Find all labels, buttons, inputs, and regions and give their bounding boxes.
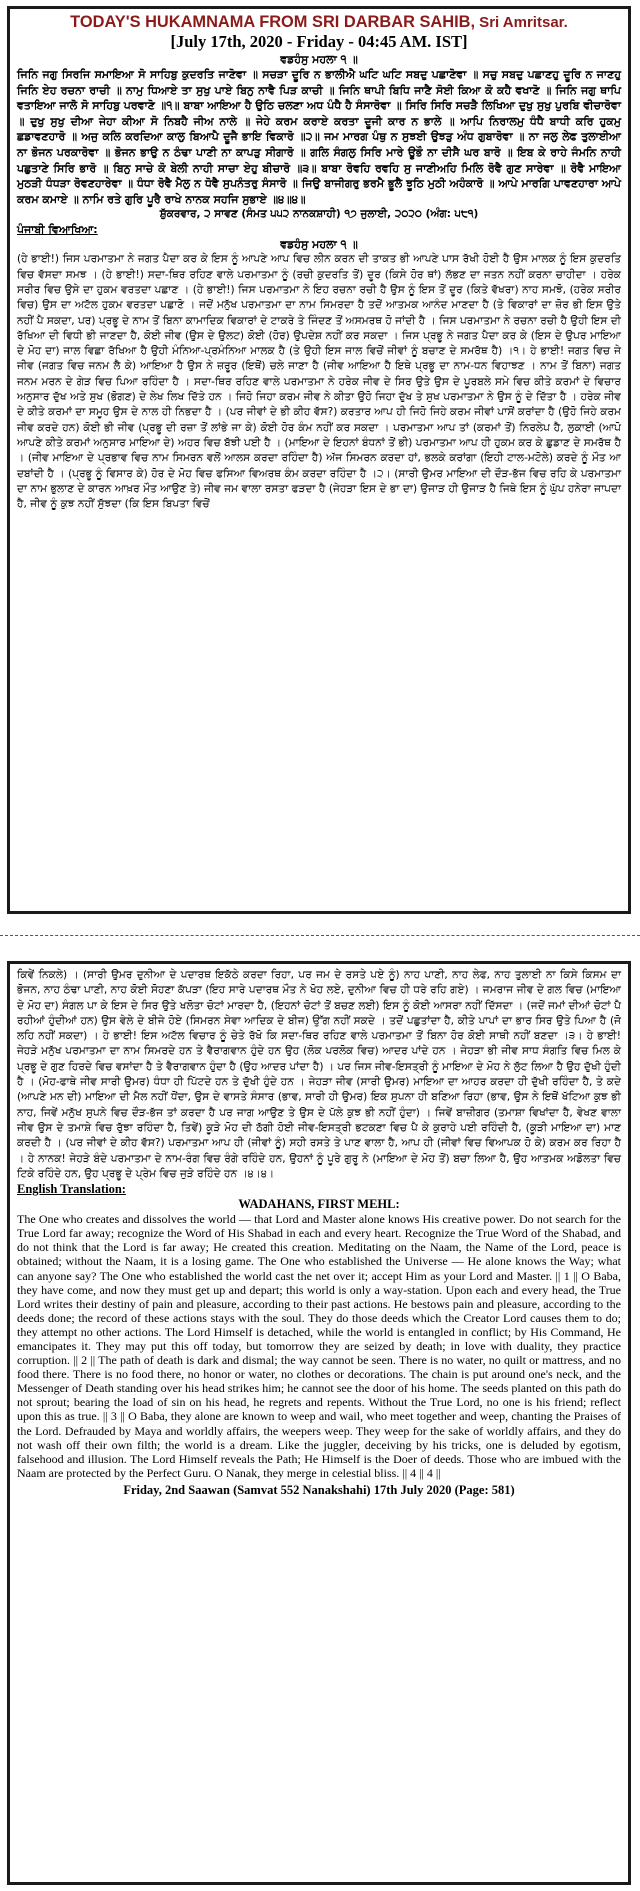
footer-date: Friday, 2nd Saawan (Samvat 552 Nanakshahi) 17th July 2020 (Page: 581) <box>123 1482 515 1497</box>
title-place: Sri Amritsar. <box>475 14 568 31</box>
english-heading: WADAHANS, FIRST MEHL: <box>238 1197 400 1212</box>
gurmukhi-date: ਸ਼ੁੱਕਰਵਾਰ, ੨ ਸਾਵਣ (ਸੰਮਤ ੫੫੨ ਨਾਨਕਸ਼ਾਹੀ) ੧੭ ਜੁਲਾਈ, ੨੦੨੦ (ਅੰਗ: ੫੮੧) <box>159 208 479 221</box>
gurbani-heading: ਵਡਹੰਸੁ ਮਹਲਾ ੧ ॥ <box>280 53 358 66</box>
punjabi-text-top: (ਹੇ ਭਾਈ!) ਜਿਸ ਪਰਮਾਤਮਾ ਨੇ ਜਗਤ ਪੈਦਾ ਕਰ ਕੇ ਇਸ ਨੂੰ ਆਪਣੇ ਆਪ ਵਿਚ ਲੀਨ ਕਰਨ ਦੀ ਤਾਕਤ ਭੀ ਆਪਣੇ ਪਾਸ ਰੱਖੀ ਹੋਈ ਹੈ ਉਸ ਮਾਲਕ ਨੂੰ ਇਸ ਕੁਦਰਤਿ ਵਿਚ ਵੱਸਦਾ ਸਮਝ । (ਹੇ ਭਾਈ!) ਸਦਾ-ਥਿਰ ਰਹਿਣ ਵਾਲੇ ਪਰਮਾਤਮਾ ਨੂੰ (ਰਚੀ ਕੁਦਰਤਿ ਤੋਂ) ਦੂਰ (ਕਿਸੇ ਹੋਰ ਥਾਂ) ਲੱਭਣ ਦਾ ਜਤਨ ਨਹੀਂ ਕਰਨਾ ਚਾਹੀਦਾ । ਹਰੇਕ ਸਰੀਰ ਵਿਚ ਉਸੇ ਦਾ ਹੁਕਮ ਵਰਤਦਾ ਪਛਾਣ । (ਹੇ ਭਾਈ!) ਜਿਸ ਪਰਮਾਤਮਾ ਨੇ ਇਹ ਰਚਨਾ ਰਚੀ ਹੈ ਉਸ ਨੂੰ ਇਸ ਤੋਂ ਦੂਰ (ਕਿਤੇ ਵੱਖਰਾ) ਨਾਹ ਸਮਝੋ, (ਹਰੇਕ ਸਰੀਰ ਵਿਚ) ਉਸ ਦਾ ਅਟੱਲ ਹੁਕਮ ਵਰਤਦਾ ਪਛਾਣੋ । ਜਦੋਂ ਮਨੁੱਖ ਪਰਮਾਤਮਾ ਦਾ ਨਾਮ ਸਿਮਰਦਾ ਹੈ ਤਦੋਂ ਆਤਮਕ ਆਨੰਦ ਮਾਣਦਾ ਹੈ (ਤੇ ਵਿਕਾਰਾਂ ਦਾ ਜ਼ੋਰ ਭੀ ਇਸ ਉਤੇ ਨਹੀਂ ਪੈ ਸਕਦਾ, ਪਰ) ਪ੍ਰਭੂ ਦੇ ਨਾਮ ਤੋਂ ਬਿਨਾ ਕਾਮਾਦਿਕ ਵਿਕਾਰਾਂ ਦੇ ਟਾਕਰੇ ਤੇ ਜਿੰਦਣ ਤੋਂ ਅਸਮਰਥ ਹੋ ਜਾਂਦੀ ਹੈ । ਜਿਸ ਪਰਮਾਤਮਾ ਨੇ ਰਚਨਾ ਰਚੀ ਹੈ ਉਹੀ ਇਸ ਦੀ ਰੱਖਿਆ ਦੀ ਵਿਧੀ ਭੀ ਜਾਣਦਾ ਹੈ, ਕੋਈ ਜੀਵ (ਉਸ ਦੇ ਉਲਟ) ਕੋਈ (ਹੋਰ) ਉਪਦੇਸ਼ ਨਹੀਂ ਕਰ ਸਕਦਾ । ਜਿਸ ਪ੍ਰਭੂ ਨੇ ਜਗਤ ਪੈਦਾ ਕਰ ਕੇ (ਇਸ ਦੇ ਉਪਰ ਮਾਇਆ ਦੇ ਮੋਹ ਦਾ) ਜਾਲ ਵਿਛਾ ਰੱਖਿਆ ਹੈ ਉਹੀ ਮੰਨਿਆ-ਪ੍ਰਮੰਨਿਆ ਮਾਲਕ ਹੈ (ਤੇ ਉਹੀ ਇਸ ਜਾਲ ਵਿਚੋਂ ਜੀਵਾਂ ਨੂੰ ਬਚਾਣ ਦੇ ਸਮਰੱਥ ਹੈ) ।੧। ਹੇ ਭਾਈ! ਜਗਤ ਵਿਚ ਜੇ ਜੀਵ (ਜਗਤ ਵਿਚ ਜਨਮ ਲੈ ਕੇ) ਆਇਆ ਹੈ ਉਸ ਨੇ ਜ਼ਰੂਰ (ਇਥੋਂ) ਚਲੇ ਜਾਣਾ ਹੈ (ਜੀਵ ਆਇਆ ਹੈ ਇਥੇ ਪ੍ਰਭੂ ਦਾ ਨਾਮ-ਧਨ ਵਿਹਾਝਣ । ਨਾਮ ਤੋਂ ਬਿਨਾ) ਜਗਤ ਜਨਮ ਮਰਨ ਦੇ ਗੇੜ ਵਿਚ ਪਿਆ ਰਹਿੰਦਾ ਹੈ । ਸਦਾ-ਥਿਰ ਰਹਿਣ ਵਾਲੇ ਪਰਮਾਤਮਾ ਨੇ ਹਰੇਕ ਜੀਵ ਦੇ ਸਿਰ ਉਤੇ ਉਸ ਦੇ ਪੂਰਬਲੇ ਸਮੇ ਵਿਚ ਕੀਤੇ ਕਰਮਾਂ ਦੇ ਵਿਚਾਰ ਅਨੁਸਾਰ ਦੁੱਖ ਅਤੇ ਸੁਖ (ਭੋਗਣ) ਦੇ ਲੇਖ ਲਿਖ ਦਿੱਤੇ ਹਨ । ਜਿਹੋ ਜਿਹਾ ਕਰਮ ਜੀਵ ਨੇ ਕੀਤਾ ਉਹੋ ਜਿਹਾ ਦੁੱਖ ਤੇ ਸੁਖ ਪਰਮਾਤਮਾ ਨੇ ਉਸ ਨੂੰ ਦੇ ਦਿੱਤਾ ਹੈ । ਹਰੇਕ ਜੀਵ ਦੇ ਕੀਤੇ ਕਰਮਾਂ ਦਾ ਸਮੂਹ ਉਸ ਦੇ ਨਾਲ ਹੀ ਨਿਭਦਾ ਹੈ । (ਪਰ ਜੀਵਾਂ ਦੇ ਭੀ ਕੀਹ ਵੱਸ?) ਕਰਤਾਰ ਆਪ ਹੀ ਜਿਹੋ ਜਿਹੇ ਕਰਮ ਜੀਵਾਂ ਪਾਸੋਂ ਕਰਾਂਦਾ ਹੈ (ਉਹੋ ਜਿਹੇ ਕਰਮ ਜੀਵ ਕਰਦੇ ਹਨ) ਕੋਈ ਭੀ ਜੀਵ (ਪ੍ਰਭੂ ਦੀ ਰਜ਼ਾ ਤੋਂ ਲਾਂਭੇ ਜਾ ਕੇ) ਕੋਈ ਹੋਰ ਕੰਮ ਨਹੀਂ ਕਰ ਸਕਦਾ । ਪਰਮਾਤਮਾ ਆਪ ਤਾਂ (ਕਰਮਾਂ ਤੋਂ) ਨਿਰਲੇਪ ਹੈ, ਲੁਕਾਈ (ਆਪੋ ਆਪਣੇ ਕੀਤੇ ਕਰਮਾਂ ਅਨੁਸਾਰ ਮਾਇਆ ਦੇ) ਅਹਰ ਵਿਚ ਬੱਝੀ ਪਈ ਹੈ । (ਮਾਇਆ ਦੇ ਇਹਨਾਂ ਬੰਧਨਾਂ ਤੋਂ ਭੀ) ਪਰਮਾਤਮਾ ਆਪ ਹੀ ਹੁਕਮ ਕਰ ਕੇ ਛੁਡਾਣ ਦੇ ਸਮਰੱਥ ਹੈ । (ਜੀਵ ਮਾਇਆ ਦੇ ਪ੍ਰਭਾਵ ਵਿਚ ਨਾਮ ਸਿਮਰਨ ਵਲੋਂ ਆਲਸ ਕਰਦਾ ਰਹਿੰਦਾ ਹੈ) ਅੱਜ ਸਿਮਰਨ ਕਰਦਾ ਹਾਂ, ਭਲਕੇ ਕਰਾਂਗਾ (ਇਹੀ ਟਾਲ-ਮਟੋਲੇ) ਕਰਦੇ ਨੂੰ ਮੌਤ ਆ ਦਬਾਂਦੀ ਹੈ । (ਪ੍ਰਭੂ ਨੂੰ ਵਿਸਾਰ ਕੇ) ਹੋਰ ਦੇ ਮੋਹ ਵਿਚ ਫਸਿਆ ਵਿਅਰਥ ਕੰਮ ਕਰਦਾ ਰਹਿੰਦਾ ਹੈ ।੨। (ਸਾਰੀ ਉਮਰ ਮਾਇਆ ਦੀ ਦੌੜ-ਭੱਜ ਵਿਚ ਰਹਿ ਕੇ ਪਰਮਾਤਮਾ ਦਾ ਨਾਮ ਭੁਲਾਣ ਦੇ ਕਾਰਨ ਆਖ਼ਰ ਮੌਤ ਆਉਣ ਤੇ) ਜੀਵ ਜਮ ਵਾਲਾ ਰਸਤਾ ਫੜਦਾ ਹੈ (ਜੇਹੜਾ ਇਸ ਦੇ ਭਾ ਦਾ) ਉਜਾੜ ਹੀ ਉਜਾੜ ਹੈ ਜਿਥੇ ਇਸ ਨੂੰ ਘੁੱਪ ਹਨੇਰਾ ਜਾਪਦਾ ਹੈ, ਜੀਵ ਨੂੰ ਕੁਝ ਨਹੀਂ ਸੁੱਝਦਾ (ਕਿ ਇਸ ਬਿਪਤਾ ਵਿਚੋਂ <box>17 253 621 511</box>
punjabi-heading: ਵਡਹੰਸੁ ਮਹਲਾ ੧ ॥ <box>280 238 358 252</box>
cut-line-divider <box>0 935 640 936</box>
date-line: [July 17th, 2020 - Friday - 04:45 AM. IST] <box>170 32 468 51</box>
hukamnama-top-panel <box>7 6 631 914</box>
punjabi-label: ਪੰਜਾਬੀ ਵਿਆਖਿਆ: <box>17 223 98 237</box>
gurbani-text: ਜਿਨਿ ਜਗੁ ਸਿਰਜਿ ਸਮਾਇਆ ਸੋ ਸਾਹਿਬੁ ਕੁਦਰਤਿ ਜਾਣੋਵਾ ॥ ਸਚੜਾ ਦੂਰਿ ਨ ਭਾਲੀਐ ਘਟਿ ਘਟਿ ਸਬਦੁ ਪਛਾਣੋਵਾ ॥ ਸਚੁ ਸਬਦੁ ਪਛਾਣਹੁ ਦੂਰਿ ਨ ਜਾਣਹੁ ਜਿਨਿ ਏਹ ਰਚਨਾ ਰਾਚੀ ॥ ਨਾਮੁ ਧਿਆਏ ਤਾ ਸੁਖੁ ਪਾਏ ਬਿਨੁ ਨਾਵੈ ਪਿੜ ਕਾਚੀ ॥ ਜਿਨਿ ਥਾਪੀ ਬਿਧਿ ਜਾਣੈ ਸੋਈ ਕਿਆ ਕੋ ਕਹੈ ਵਖਾਣੋ ॥ ਜਿਨਿ ਜਗੁ ਥਾਪਿ ਵਤਾਇਆ ਜਾਲੋ ਸੋ ਸਾਹਿਬੁ ਪਰਵਾਣੋ ॥੧॥ ਬਾਬਾ ਆਇਆ ਹੈ ਉਠਿ ਚਲਣਾ ਅਧ ਪੰਧੈ ਹੈ ਸੰਸਾਰੋਵਾ ॥ ਸਿਰਿ ਸਿਰਿ ਸਚੜੈ ਲਿਖਿਆ ਦੁਖੁ ਸੁਖੁ ਪੁਰਬਿ ਵੀਚਾਰੋਵਾ ॥ ਦੁਖੁ ਸੁਖੁ ਦੀਆ ਜੇਹਾ ਕੀਆ ਸੋ ਨਿਬਹੈ ਜੀਅ ਨਾਲੇ ॥ ਜੇਹੇ ਕਰਮ ਕਰਾਏ ਕਰਤਾ ਦੂਜੀ ਕਾਰ ਨ ਭਾਲੇ ॥ ਆਪਿ ਨਿਰਾਲਮੁ ਧੰਧੈ ਬਾਧੀ ਕਰਿ ਹੁਕਮੁ ਛਡਾਵਣਹਾਰੋ ॥ ਅਜੁ ਕਲਿ ਕਰਦਿਆ ਕਾਲੁ ਬਿਆਪੈ ਦੂਜੈ ਭਾਇ ਵਿਕਾਰੋ ॥੨॥ ਜਮ ਮਾਰਗ ਪੰਥੁ ਨ ਸੁਝਈ ਉਝੜੁ ਅੰਧ ਗੁਬਾਰੋਵਾ ॥ ਨਾ ਜਲੁ ਲੇਫ ਤੁਲਾਈਆ ਨਾ ਭੋਜਨ ਪਰਕਾਰੋਵਾ ॥ ਭੋਜਨ ਭਾਉ ਨ ਠੰਢਾ ਪਾਣੀ ਨਾ ਕਾਪੜੁ ਸੀਗਾਰੋ ॥ ਗਲਿ ਸੰਗਲੁ ਸਿਰਿ ਮਾਰੇ ਊਭੌ ਨਾ ਦੀਸੈ ਘਰ ਬਾਰੋ ॥ ਇਬ ਕੇ ਰਾਹੇ ਜੰਮਨਿ ਨਾਹੀ ਪਛੁਤਾਣੇ ਸਿਰਿ ਭਾਰੋ ॥ ਬਿਨੁ ਸਾਚੇ ਕੋ ਬੇਲੀ ਨਾਹੀ ਸਾਚਾ ਏਹੁ ਬੀਚਾਰੋ ॥੩॥ ਬਾਬਾ ਰੋਵਹਿ ਰਵਹਿ ਸੁ ਜਾਣੀਅਹਿ ਮਿਲਿ ਰੋਵੈ ਗੁਣ ਸਾਰੇਵਾ ॥ ਰੋਵੈ ਮਾਇਆ ਮੁਠੜੀ ਧੰਧੜਾ ਰੋਵਣਹਾਰੇਵਾ ॥ ਧੰਧਾ ਰੋਵੈ ਮੈਲੁ ਨ ਧੋਵੈ ਸੁਪਨੰਤਰੁ ਸੰਸਾਰੋ ॥ ਜਿਉ ਬਾਜੀਗਰੁ ਭਰਮੈ ਭੂਲੈ ਝੂਠਿ ਮੁਠੀ ਅਹੰਕਾਰੋ ॥ ਆਪੇ ਮਾਰਗਿ ਪਾਵਣਹਾਰਾ ਆਪੇ ਕਰਮ ਕਮਾਏ ॥ ਨਾਮਿ ਰਤੇ ਗੁਰਿ ਪੂਰੈ ਰਾਖੇ ਨਾਨਕ ਸਹਜਿ ਸੁਭਾਏ ॥੪॥੪॥ <box>17 68 621 206</box>
english-text: The One who creates and dissolves the world — that Lord and Master alone knows His creative power. Do not search for the True Lord far away; recognize the Word of His Shabad in each and every heart. Recognize the True Word of the Shabad, and do not think that the Lord is far away; He created this creation. Meditating on the Naam, the Name of the Lord, peace is obtained; without the Naam, it is a losing game. The One who established the Universe — He alone knows the Way; what can anyone say? The One who established the world cast the net over it; accept Him as your Lord and Master. || 1 || O Baba, they have come, and now they must get up and depart; this world is only a way-station. Upon each and every head, the True Lord writes their destiny of pain and pleasure, according to their past actions. He bestows pain and pleasure, according to the deeds done; the record of these actions stays with the soul. They do those deeds which the Creator Lord causes them to do; they attempt no other actions. The Lord Himself is detached, while the world is entangled in conflict; by His Command, He emancipates it. They may put this off today, but tomorrow they are seized by death; in love with duality, they practice corruption. || 2 || The path of death is dark and dismal; the way cannot be seen. There is no water, no quilt or mattress, and no food there. There is no food there, no honor or water, no clothes or decorations. The chain is put around one's neck, and the Messenger of Death standing over his head strikes him; he cannot see the door of his home. The seeds planted on this path do not sprout; bearing the load of sin on his head, he regrets and repents. Without the True Lord, no one is his friend; reflect upon this as true. || 3 || O Baba, they alone are known to weep and wail, who meet together and weep, chanting the Praises of the Lord. Defrauded by Maya and worldly affairs, the weepers weep. They weep for the sake of worldly affairs, and they do not wash off their own filth; the world is a dream. Like the juggler, deceiving by his tricks, one is deluded by egotism, falsehood and illusion. The Lord Himself reveals the Path; He Himself is the Doer of deeds. Those who are imbued with the Naam are protected by the Perfect Guru. O Nanak, they merge in celestial bliss. || 4 || 4 || <box>17 1212 621 1480</box>
page-title <box>17 13 621 32</box>
hukamnama-bottom-panel <box>7 961 631 1885</box>
title-main: TODAY'S HUKAMNAMA FROM SRI DARBAR SAHIB, <box>70 13 476 31</box>
punjabi-text-bottom: ਕਿਵੇਂ ਨਿਕਲੇ) । (ਸਾਰੀ ਉਮਰ ਦੁਨੀਆ ਦੇ ਪਦਾਰਥ ਇਕੱਠੇ ਕਰਦਾ ਰਿਹਾ, ਪਰ ਜਮ ਦੇ ਰਸਤੇ ਪਏ ਨੂੰ) ਨਾਹ ਪਾਣੀ, ਨਾਹ ਲੇਫ, ਨਾਹ ਤੁਲਾਈ ਨਾ ਕਿਸੇ ਕਿਸਮ ਦਾ ਭੋਜਨ, ਨਾਹ ਠੰਢਾ ਪਾਣੀ, ਨਾਹ ਕੋਈ ਸੋਹਣਾ ਕੱਪੜਾ (ਇਹ ਸਾਰੇ ਪਦਾਰਥ ਮੌਤ ਨੇ ਖੋਹ ਲਏ, ਦੁਨੀਆ ਵਿਚ ਹੀ ਧਰੇ ਰਹਿ ਗਏ) । ਜਮਰਾਜ ਜੀਵ ਦੇ ਗਲ ਵਿਚ (ਮਾਇਆ ਦੇ ਮੋਹ ਦਾ) ਸੰਗਲ ਪਾ ਕੇ ਇਸ ਦੇ ਸਿਰ ਉਤੇ ਖਲੋਤਾ ਚੋਟਾਂ ਮਾਰਦਾ ਹੈ, (ਇਹਨਾਂ ਚੋਟਾਂ ਤੋਂ ਬਚਣ ਲਈ) ਇਸ ਨੂੰ ਕੋਈ ਆਸਰਾ ਨਹੀਂ ਦਿੱਸਦਾ । (ਜਦੋਂ ਜਮਾਂ ਦੀਆਂ ਚੋਟਾਂ ਪੈ ਰਹੀਆਂ ਹੁੰਦੀਆਂ ਹਨ) ਉਸ ਵੇਲੇ ਦੇ ਬੀਜੇ ਹੋਏ (ਸਿਮਰਨ ਸੇਵਾ ਆਦਿਕ ਦੇ ਬੀਜ) ਉੱਗ ਨਹੀਂ ਸਕਦੇ । ਤਦੋਂ ਪਛੁਤਾਂਦਾ ਹੈ, ਕੀਤੇ ਪਾਪਾਂ ਦਾ ਭਾਰ ਸਿਰ ਉਤੇ ਪਿਆ ਹੈ (ਜੋ ਲਹਿ ਨਹੀਂ ਸਕਦਾ) । ਹੇ ਭਾਈ! ਇਸ ਅਟੱਲ ਵਿਚਾਰ ਨੂੰ ਚੇਤੇ ਰੱਖੋ ਕਿ ਸਦਾ-ਥਿਰ ਰਹਿਣ ਵਾਲੇ ਪਰਮਾਤਮਾ ਤੋਂ ਬਿਨਾ ਹੋਰ ਕੋਈ ਸਾਥੀ ਨਹੀਂ ਬਣਦਾ ।੩। ਹੇ ਭਾਈ! ਜੇਹੜੇ ਮਨੁੱਖ ਪਰਮਾਤਮਾ ਦਾ ਨਾਮ ਸਿਮਰਦੇ ਹਨ ਤੇ ਵੈਰਾਗਵਾਨ ਹੁੰਦੇ ਹਨ ਉਹ (ਲੋਕ ਪਰਲੋਕ ਵਿਚ) ਆਦਰ ਪਾਂਦੇ ਹਨ । ਜੇਹੜਾ ਭੀ ਜੀਵ ਸਾਧ ਸੰਗਤਿ ਵਿਚ ਮਿਲ ਕੇ ਪ੍ਰਭੂ ਦੇ ਗੁਣ ਹਿਰਦੇ ਵਿਚ ਵਸਾਂਦਾ ਹੈ ਤੇ ਵੈਰਾਗਵਾਨ ਹੁੰਦਾ ਹੈ (ਉਹ ਆਦਰ ਪਾਂਦਾ ਹੈ) । ਪਰ ਜਿਸ ਜੀਵ-ਇਸਤ੍ਰੀ ਨੂੰ ਮਾਇਆ ਦੇ ਮੋਹ ਨੇ ਲੁੱਟ ਲਿਆ ਹੈ ਉਹ ਦੁੱਖੀ ਹੁੰਦੀ ਹੈ । (ਮੋਹ-ਫਾਥੇ ਜੀਵ ਸਾਰੀ ਉਮਰ) ਧੰਧਾ ਹੀ ਪਿੱਟਦੇ ਹਨ ਤੇ ਦੁੱਖੀ ਹੁੰਦੇ ਹਨ । ਜੇਹੜਾ ਜੀਵ (ਸਾਰੀ ਉਮਰ) ਮਾਇਆ ਦਾ ਆਹਰ ਕਰਦਾ ਹੀ ਦੁੱਖੀ ਰਹਿੰਦਾ ਹੈ, ਤੇ ਕਦੇ (ਆਪਣੇ ਮਨ ਦੀ) ਮਾਇਆ ਦੀ ਮੈਲ ਨਹੀਂ ਧੋਂਦਾ, ਉਸ ਦੇ ਵਾਸਤੇ ਸੰਸਾਰ (ਭਾਵ, ਸਾਰੀ ਹੀ ਉਮਰ) ਇਕ ਸੁਪਨਾ ਹੀ ਬਣਿਆ ਰਿਹਾ (ਭਾਵ, ਉਸ ਨੇ ਇਥੋਂ ਖੱਟਿਆ ਕੁਝ ਭੀ ਨਾਹ, ਜਿਵੇਂ ਮਨੁੱਖ ਸੁਪਨੇ ਵਿਚ ਦੌੜ-ਭੱਜ ਤਾਂ ਕਰਦਾ ਹੈ ਪਰ ਜਾਗ ਆਉਣ ਤੇ ਉਸ ਦੇ ਪੱਲੇ ਕੁਝ ਭੀ ਨਹੀਂ ਹੁੰਦਾ) । ਜਿਵੇਂ ਬਾਜ਼ੀਗਰ (ਤਮਾਸ਼ਾ ਵਿਖਾਂਦਾ ਹੈ, ਵੇਖਣ ਵਾਲਾ ਜੀਵ ਉਸ ਦੇ ਤਮਾਸ਼ੇ ਵਿਚ ਰੁੱਝਾ ਰਹਿੰਦਾ ਹੈ, ਤਿਵੇਂ) ਕੂੜੇ ਮੋਹ ਦੀ ਠੱਗੀ ਹੋਈ ਜੀਵ-ਇਸਤ੍ਰੀ ਭਟਕਣਾ ਵਿਚ ਪੈ ਕੇ ਕੁਰਾਹੇ ਪਈ ਰਹਿੰਦੀ ਹੈ, (ਕੂੜੀ ਮਾਇਆ ਦਾ) ਮਾਣ ਕਰਦੀ ਹੈ । (ਪਰ ਜੀਵਾਂ ਦੇ ਕੀਹ ਵੱਸ?) ਪਰਮਾਤਮਾ ਆਪ ਹੀ (ਜੀਵਾਂ ਨੂੰ) ਸਹੀ ਰਸਤੇ ਤੇ ਪਾਣ ਵਾਲਾ ਹੈ, ਆਪ ਹੀ (ਜੀਵਾਂ ਵਿਚ ਵਿਆਪਕ ਹੋ ਕੇ) ਕਰਮ ਕਰ ਰਿਹਾ ਹੈ । ਹੇ ਨਾਨਕ! ਜੇਹੜੇ ਬੰਦੇ ਪਰਮਾਤਮਾ ਦੇ ਨਾਮ-ਰੰਗ ਵਿਚ ਰੰਗੇ ਰਹਿੰਦੇ ਹਨ, ਉਹਨਾਂ ਨੂੰ ਪੂਰੇ ਗੁਰੂ ਨੇ (ਮਾਇਆ ਦੇ ਮੋਹ ਤੋਂ) ਬਚਾ ਲਿਆ ਹੈ, ਉਹ ਆਤਮਕ ਅਡੋਲਤਾ ਵਿਚ ਟਿਕੇ ਰਹਿੰਦੇ ਹਨ, ਉਹ ਪ੍ਰਭੂ ਦੇ ਪ੍ਰੇਮ ਵਿਚ ਜੁੜੇ ਰਹਿੰਦੇ ਹਨ ।੪।੪। <box>17 969 621 1180</box>
english-label: English Translation: <box>17 1182 126 1197</box>
